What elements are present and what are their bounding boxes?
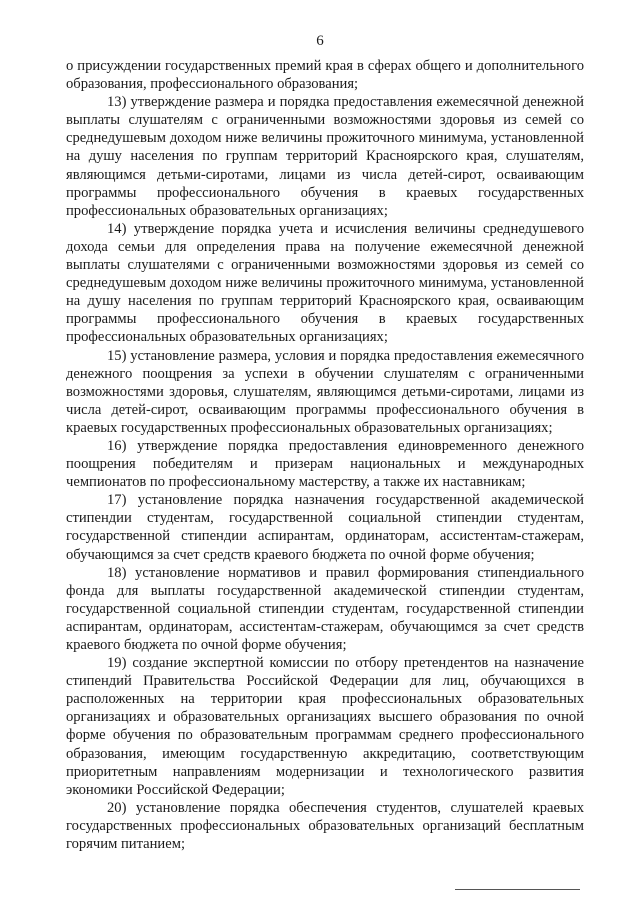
page-number: 6: [316, 33, 324, 49]
paragraph-item-13: 13) утверждение размера и порядка предоставления ежемесячной денежной выплаты слушателям с ограниченными возможностями здоровья из семей со среднедушевым доходом ниже величины прожиточного минимума, установленной на душу населения по группам территорий Красноярского края, слушателям, являющимся детьми-сиротами, лицами из числа детей-сирот, осваивающим программы профессионального обучения в краевых государственных профессиональных образовательных организациях;: [66, 94, 584, 219]
paragraph-item-18: 18) установление нормативов и правил формирования стипендиального фонда для выплаты государственной академической стипендии студентам, государственной социальной стипендии студентам, государственной стипендии аспирантам, ординаторам, ассистентам-стажерам, обучающимся за счет средств краевого бюджета по очной форме обучения;: [66, 564, 584, 653]
paragraph-item-14: 14) утверждение порядка учета и исчисления величины среднедушевого дохода семьи для определения права на получение ежемесячной денежной выплаты слушателями с ограниченными возможностями здоровья из семей со среднедушевым доходом ниже величины прожиточного минимума, установленной на душу населения по группам территорий Красноярского края, осваивающим программы профессионального обучения в краевых государственных профессиональных образовательных организациях;: [66, 220, 584, 346]
footer-divider: [455, 889, 580, 890]
document-body: [66, 57, 584, 853]
paragraph-item-16: 16) утверждение порядка предоставления единовременного денежного поощрения победителям и призерам национальных и международных чемпионатов по профессиональному мастерству, а также их наставникам;: [66, 437, 584, 491]
paragraph-item-19: 19) создание экспертной комиссии по отбору претендентов на назначение стипендий Правительства Российской Федерации для лиц, обучающихся в расположенных на территории края профессиональных образовательных организациях и образовательных организациях высшего образования по очной форме обучения по образовательным программам среднего профессионального образования, имеющим государственную аккредитацию, соответствующим приоритетным направлениям модернизации и технологического развития экономики Российской Федерации;: [66, 655, 584, 798]
paragraph-intro-continuation: о присуждении государственных премий края в сферах общего и дополнительного образования, профессионального образования;: [66, 58, 584, 93]
paragraph-item-15: 15) установление размера, условия и порядка предоставления ежемесячного денежного поощрения за успехи в обучении слушателям с ограниченными возможностями здоровья, слушателям, являющимся детьми-сиротами, лицами из числа детей-сирот, осваивающим программы профессионального обучения в краевых государственных профессиональных образовательных организациях;: [66, 347, 584, 436]
paragraph-item-20: 20) установление порядка обеспечения студентов, слушателей краевых государственных профессиональных образовательных организаций бесплатным горячим питанием;: [66, 799, 584, 853]
paragraph-item-17: 17) установление порядка назначения государственной академической стипендии студентам, государственной социальной стипендии студентам, государственной стипендии аспирантам, ординаторам, ассистентам-стажерам, обучающимся за счет средств краевого бюджета по очной форме обучения;: [66, 492, 584, 563]
